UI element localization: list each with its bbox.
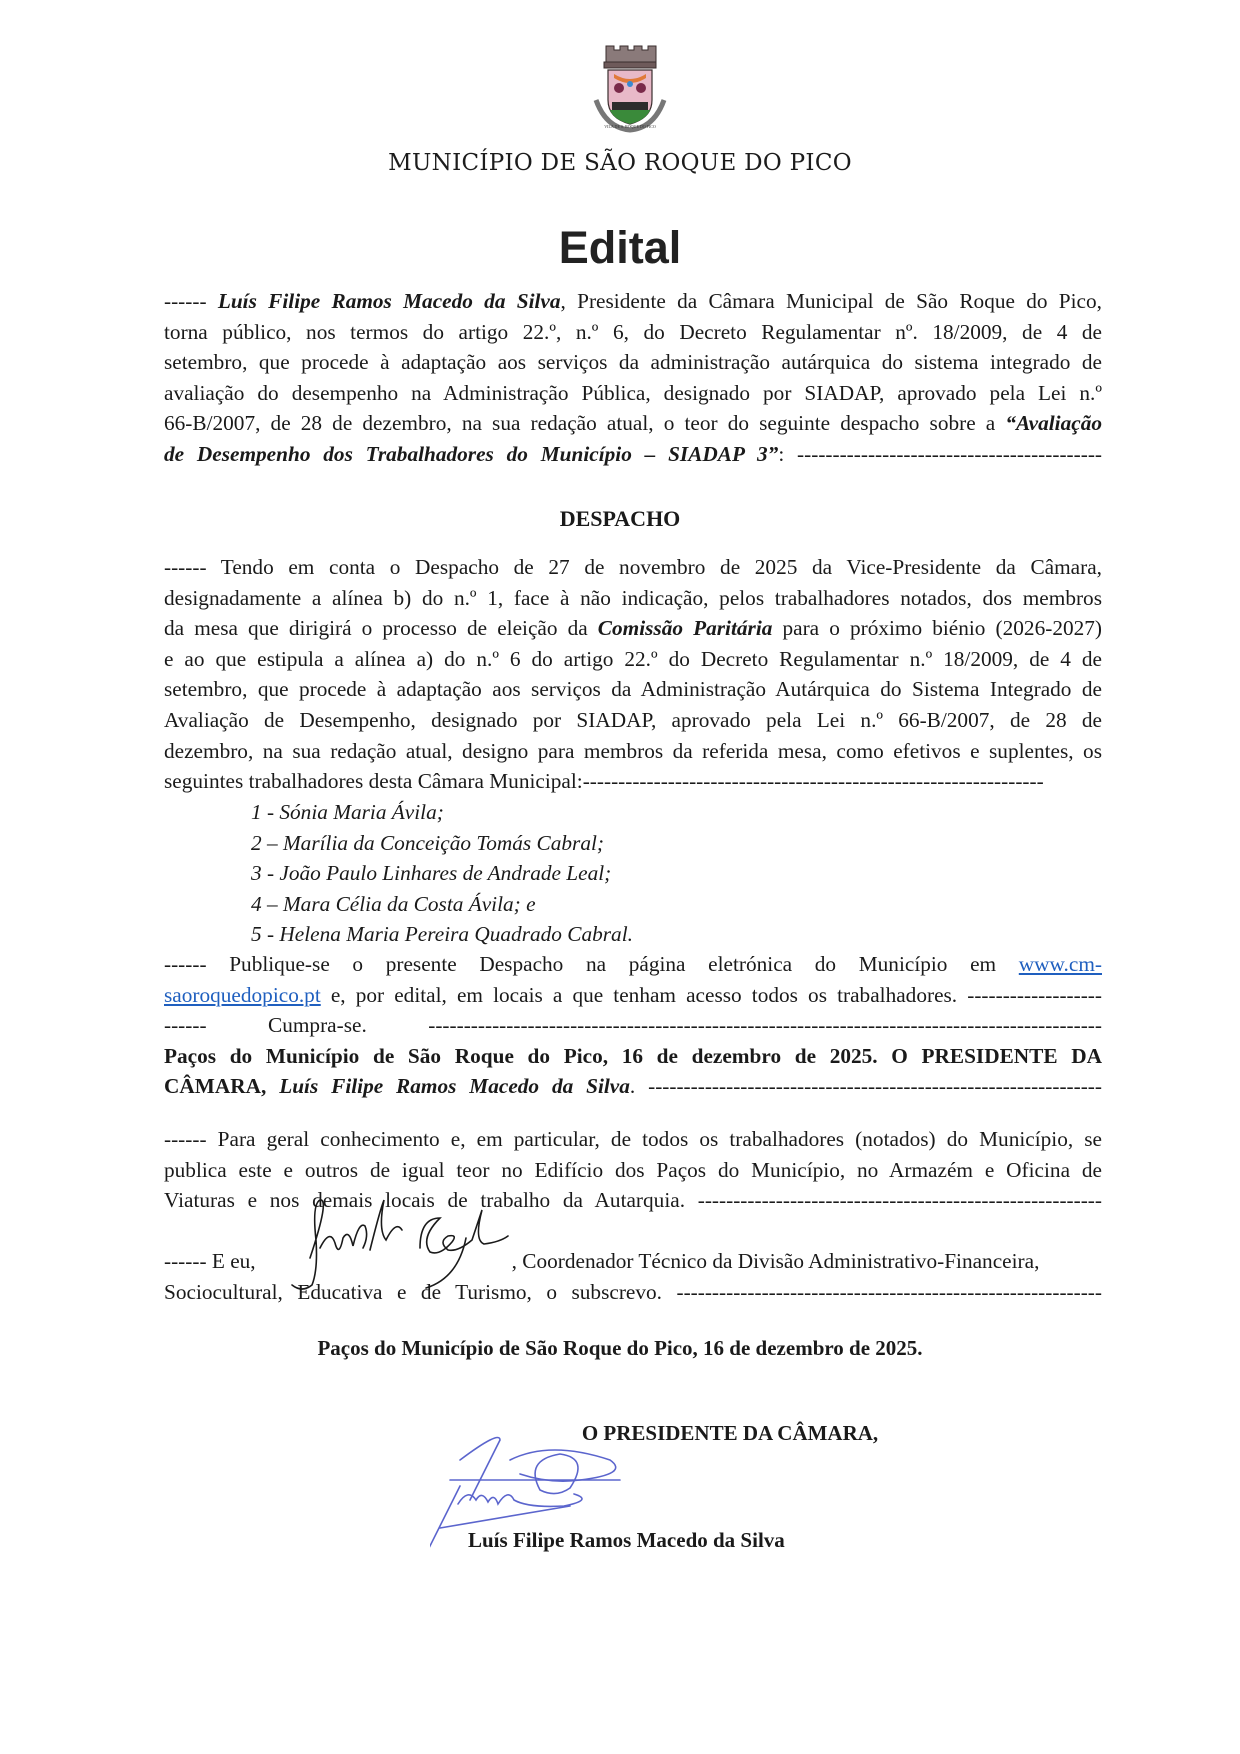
municipality-name: MUNICÍPIO DE SÃO ROQUE DO PICO (388, 150, 852, 176)
despacho-text: para o próximo biénio (2026-2027) (772, 616, 1103, 641)
subject-title: “Avaliação (1005, 411, 1102, 436)
intro-line: avaliação do desempenho na Administração Pública, designado por SIADAP, aprovado pela Lei n.º (164, 380, 1102, 405)
despacho-line: designadamente a alínea b) do n.º 1, face à não indicação, pelos trabalhadores notados, dos membros (164, 585, 1102, 610)
crest-motto: VILA DE S. ROQUE DO PICO (604, 124, 656, 129)
publish-text: e, por edital, em locais a que tenham acesso todos os trabalhadores. ------------------- (320, 982, 1102, 1007)
list-item: 1 - Sónia Maria Ávila; (251, 800, 444, 824)
list-item: 3 - João Paulo Linhares de Andrade Leal; (251, 861, 612, 886)
subject-title: de Desempenho dos Trabalhadores do Município – SIADAP 3” (164, 441, 779, 466)
intro-line: torna público, nos termos do artigo 22.º, n.º 6, do Decreto Regulamentar nº. 18/2009, de 4 de (164, 319, 1102, 344)
coordinator-signature-icon (270, 1188, 540, 1298)
intro-paragraph (164, 286, 1102, 470)
signer-title: O PRESIDENTE DA CÂMARA, (581, 1421, 879, 1445)
publish-line (164, 949, 1102, 980)
dash-lead: ------ (164, 289, 218, 313)
list-item: 2 – Marília da Conceição Tomás Cabral; (251, 830, 604, 855)
publication-line: ------ Para geral conhecimento e, em particular, de todos os trabalhadores (notados) do Município, se (164, 1127, 1102, 1151)
closing-line (164, 1071, 1102, 1102)
publish-paragraph (164, 949, 1102, 1102)
website-link[interactable]: saoroquedopico.pt (164, 982, 321, 1007)
closing-text: CÂMARA, (164, 1074, 280, 1099)
website-link[interactable]: www.cm- (1018, 952, 1102, 976)
attestation-text: , Coordenador Técnico da Divisão Administrativo-Financeira, (511, 1249, 1040, 1273)
municipal-coat-of-arms-icon (592, 42, 668, 134)
attestation-line: Sociocultural, Educativa e de Turismo, o subscrevo. ------------------------------------------------------------ (164, 1279, 1102, 1304)
list-item: 5 - Helena Maria Pereira Quadrado Cabral. (251, 922, 633, 947)
list-item: 4 – Mara Célia da Costa Ávila; e (251, 891, 536, 916)
intro-text: , Presidente da Câmara Municipal de São Roque do Pico, (560, 289, 1102, 313)
despacho-paragraph (164, 552, 1102, 797)
commission-name: Comissão Paritária (597, 616, 773, 641)
despacho-heading: DESPACHO (559, 506, 681, 531)
publish-line (164, 980, 1102, 1011)
place-date: Paços do Município de São Roque do Pico, 16 de dezembro de 2025. (317, 1336, 923, 1360)
president-name: Luís Filipe Ramos Macedo da Silva (279, 1074, 630, 1099)
president-name: Luís Filipe Ramos Macedo da Silva (217, 289, 561, 313)
members-list (251, 797, 633, 950)
despacho-line: setembro, que procede à adaptação aos serviços da Administração Autárquica do Sistema Integrado de (164, 677, 1102, 702)
document-title: Edital (558, 222, 682, 273)
despacho-line: dezembro, na sua redação atual, designo para membros da referida mesa, como efetivos e suplentes, os (164, 738, 1102, 763)
signer-name: Luís Filipe Ramos Macedo da Silva (468, 1528, 785, 1552)
intro-line (164, 286, 1102, 317)
despacho-line: seguintes trabalhadores desta Câmara Municipal:----------------------------------------------------------------- (164, 769, 1044, 794)
attestation-text: ------ E eu, (164, 1249, 256, 1273)
intro-line (164, 408, 1102, 439)
publish-text: ------ Publique-se o presente Despacho na página eletrónica do Município em (164, 952, 1019, 976)
intro-line: setembro, que procede à adaptação aos serviços da administração autárquica do sistema integrado de (164, 350, 1102, 375)
publication-line: publica este e outros de igual teor no Edifício dos Paços do Município, no Armazém e Oficina de (164, 1157, 1102, 1182)
despacho-line: ------ Tendo em conta o Despacho de 27 de novembro de 2025 da Vice-Presidente da Câmara, (164, 555, 1102, 579)
closing-text: . ---------------------------------------------------------------- (629, 1074, 1102, 1099)
intro-text: 66-B/2007, de 28 de dezembro, na sua redação atual, o teor do seguinte despacho sobre a (164, 411, 1006, 436)
despacho-line (164, 613, 1102, 644)
despacho-text: da mesa que dirigirá o processo de eleição da (164, 616, 598, 641)
closing-line: Paços do Município de São Roque do Pico, 16 de dezembro de 2025. O PRESIDENTE DA (164, 1043, 1102, 1068)
cumpra-line: ------ Cumpra-se. ----------------------------------------------------------------------------------------------- (164, 1013, 1102, 1038)
publication-line: Viaturas e nos demais locais de trabalho da Autarquia. --------------------------------------------------------- (164, 1188, 1102, 1213)
intro-text: : ------------------------------------------- (778, 441, 1102, 466)
despacho-line: Avaliação de Desempenho, designado por SIADAP, aprovado pela Lei n.º 66-B/2007, de 28 de (164, 707, 1102, 732)
intro-line (164, 439, 1102, 470)
despacho-line: e ao que estipula a alínea a) do n.º 6 do artigo 22.º do Decreto Regulamentar n.º 18/2009, de 4 de (164, 646, 1102, 671)
